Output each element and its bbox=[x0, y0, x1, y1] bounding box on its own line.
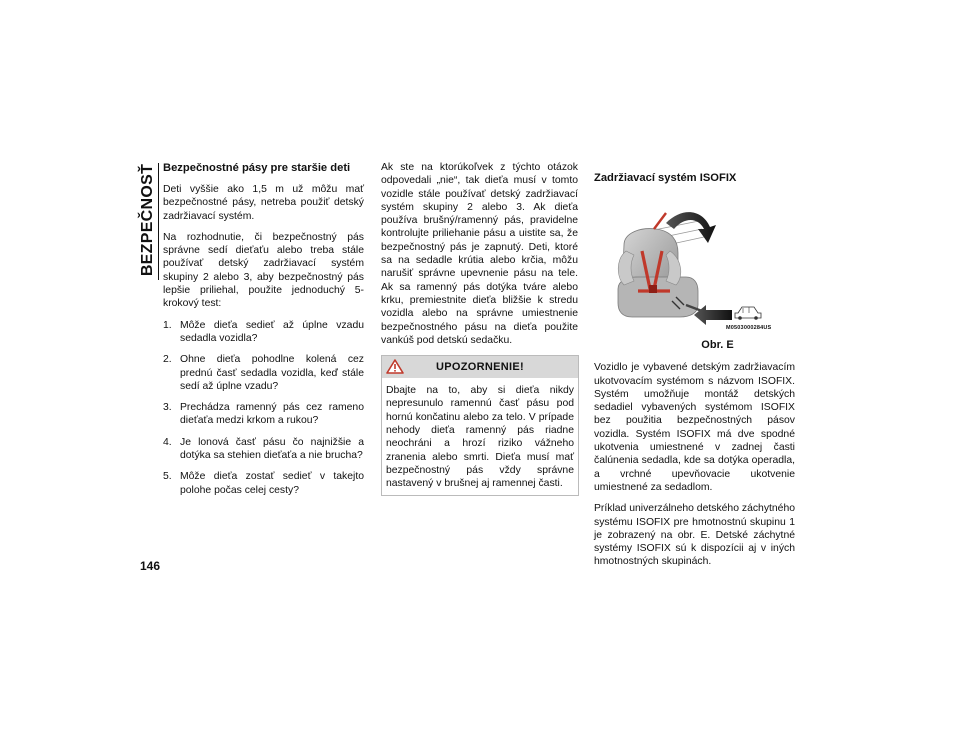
list-item-text: Je lonová časť pásu čo najnižšie a dotýka sa stehien dieťaťa a nie brucha? bbox=[180, 436, 364, 462]
list-item-number: 5. bbox=[163, 471, 172, 483]
warning-title: UPOZORNENIE! bbox=[436, 360, 524, 373]
figure-caption: Obr. E bbox=[701, 339, 734, 351]
child-seat-illustration bbox=[594, 193, 795, 333]
page-number: 146 bbox=[140, 559, 161, 573]
warning-triangle-icon bbox=[386, 359, 404, 378]
car-icon bbox=[735, 307, 761, 320]
paragraph-intro: Deti vyššie ako 1,5 m už môžu mať bezpečnostné pásy, netreba použiť detský zadržiavací systém. bbox=[163, 184, 364, 222]
warning-body: Dbajte na to, aby si dieťa nikdy nepresunulo ramennú časť pásu pod hornú končatinu alebo za telo. V prípade nehody dieťa ramenný pás riadne neochráni a hrozí riziko vážneho zranenia alebo smrti. Dieťa musí mať bezpečnostný pás vždy správne nastavený v brušnej aj ramennej časti. bbox=[386, 385, 574, 490]
list-item bbox=[163, 436, 364, 463]
figure-code: M0503000284US bbox=[726, 325, 772, 331]
list-item bbox=[163, 353, 364, 393]
list-item-number: 1. bbox=[163, 319, 172, 331]
heading-isofix: Zadržiavací systém ISOFIX bbox=[594, 172, 737, 184]
list-item bbox=[163, 470, 364, 497]
list-item-text: Prechádza ramenný pás cez rameno dieťaťa medzi krkom a rukou? bbox=[180, 402, 364, 427]
paragraph-test-intro: Na rozhodnutie, či bezpečnostný pás správne sedí dieťaťu alebo treba stále používať detský zadržiavací systém skupiny 2 alebo 3, aby bezpečnostný pás lepšie priliehal, použite jednoduchý 5-krokový test: bbox=[163, 231, 364, 310]
list-item-number: 2. bbox=[163, 354, 172, 366]
warning-header bbox=[382, 356, 578, 378]
list-item-number: 3. bbox=[163, 402, 172, 414]
paragraph-answer-no: Ak ste na ktorúkoľvek z týchto otázok odpovedali „nie“, tak dieťa musí v tomto vozidle stále používať detský zadržiavací systém skupiny 2 alebo 3. Ak dieťa používa brušný/ramenný pás, pravidelne kontrolujte priliehanie pásu a uistite sa, že bezpečnostný pás je zapnutý. Deti, ktoré sa na sedadle krútia alebo krčia, môžu narušiť správne upevnenie pásu na tele. Ak sa ramenný pás dotýka tváre alebo krku, premiestnite dieťa bližšie k stredu vozidla alebo na správne umiestnenie bezpečnostného pásu na dieťa použite vankúš pod detskú sedačku. bbox=[381, 162, 578, 346]
column-1 bbox=[163, 161, 364, 505]
list-item-number: 4. bbox=[163, 436, 172, 448]
list-item bbox=[163, 401, 364, 428]
paragraph-isofix-example: Príklad univerzálneho detského záchytného systému ISOFIX pre hmotnostnú skupinu 1 je zobrazený na obr. E. Detské záchytné systémy ISOFIX sú k dispozícii aj v iných hmotnostných skupinách. bbox=[594, 503, 796, 568]
column-3 bbox=[594, 171, 795, 577]
isofix-figure bbox=[594, 193, 795, 333]
column-2 bbox=[381, 161, 578, 496]
section-title: BEZPEČNOSŤ bbox=[139, 163, 156, 277]
list-item-text: Ohne dieťa pohodlne kolená cez prednú časť sedadla vozidla, keď stále sedí až úplne vzadu? bbox=[180, 354, 364, 392]
heading-seatbelts-older-children: Bezpečnostné pásy pre staršie deti bbox=[163, 162, 351, 174]
five-step-test-list bbox=[163, 319, 364, 497]
list-item-text: Môže dieťa zostať sedieť v takejto polohe počas celej cesty? bbox=[180, 471, 364, 496]
section-side-tab bbox=[137, 160, 159, 280]
warning-box bbox=[381, 355, 579, 495]
list-item-text: Môže dieťa sedieť až úplne vzadu sedadla vozidla? bbox=[180, 319, 364, 344]
list-item bbox=[163, 319, 364, 346]
paragraph-isofix-description: Vozidlo je vybavené detským zadržiavacím ukotvovacím systémom s názvom ISOFIX. Systém umožňuje montáž detských sedadiel vybavených systémom ISOFIX bez použitia bezpečnostných pásov vozidla. Systém ISOFIX má dve spodné ukotvenia umiestnené v zadnej časti čalúnenia sedadla, kde sa dotýka operadla, a vrchné upevňovacie ukotvenie umiestnené za sedadlom. bbox=[594, 362, 795, 493]
section-divider bbox=[158, 163, 159, 280]
